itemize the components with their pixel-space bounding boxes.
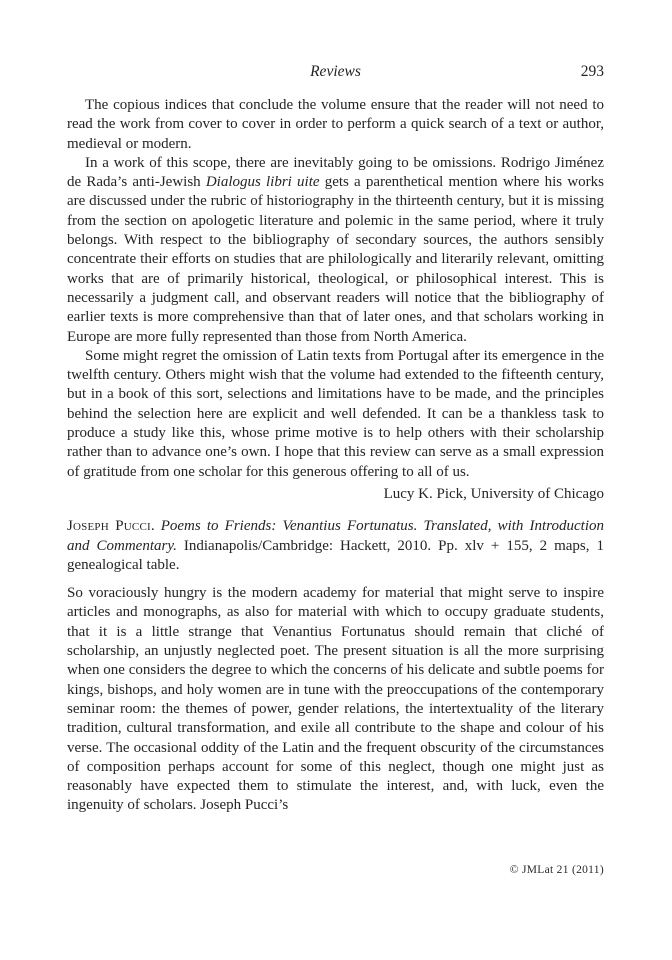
text-column <box>67 62 604 816</box>
citation-imprint: Indianapolis/Cambridge: Hackett, 2010. Pp. xlv + 155, 2 maps, 1 genealogical table. <box>67 537 604 573</box>
work-title-italic: Dialogus libri uite <box>205 174 320 191</box>
review-author-smallcaps: Joseph Pucci <box>67 518 151 535</box>
review-1-paragraph-3: Some might regret the omission of Latin texts from Portugal after its emergence in the twelfth century. Others might wish that the volume had extended to the fifteenth century, but in a book of this sort, selections and limitations have to be made, and the principles behind the selection here are explicit and well defended. It can be a thankless task to produce a study like this, whose prime motive is to help others with their scholarship rather than to advance one’s own. I hope that this review can serve as a small expression of gratitude from one scholar for this generous offering to all of us. <box>67 347 604 480</box>
review-2-body: So voraciously hungry is the modern academy for material that might serve to inspire articles and monographs, as also for material with which to occupy graduate students, that it is a little strange that Venantius Fortunatus should remain that cliché of scholarship, an unjustly neglected poet. The present situation is all the more surprising when one considers the degree to which the concerns of his delicate and subtle poems for kings, bishops, and holy women are in tune with the preoccupations of the contemporary seminar room: the themes of power, gender relations, the intertextuality of the literary tradition, cultural transformation, and exile all contribute to the shape and colour of his verse. The occasional oddity of the Latin and the frequent obscurity of the circumstances of composition perhaps account for some of this neglect, though one might just as reasonably have expected them to stimulate the interest, and, with luck, even the ingenuity of scholars. Joseph Pucci’s <box>67 585 604 814</box>
review-1-paragraph-1: The copious indices that conclude the volume ensure that the reader will not need to read the work from cover to cover in order to perform a quick search of a text or author, medieval or modern. <box>67 97 604 152</box>
reviewer-signature: Lucy K. Pick, University of Chicago <box>383 485 604 502</box>
citation-separator: . <box>150 518 161 535</box>
review-2-citation <box>67 517 604 575</box>
journal-copyright-line: © JMLat 21 (2011) <box>509 864 604 876</box>
text-run: In a work of this scope, there are inevitably going to be omissions. Rodrigo Jiménez de Rada’s anti-Jewish <box>67 154 604 191</box>
review-2 <box>67 517 604 815</box>
page-header <box>67 62 604 82</box>
review-1 <box>67 96 604 816</box>
review-1-paragraph-2 <box>67 154 604 347</box>
page-number: 293 <box>580 63 604 80</box>
running-title: Reviews <box>310 63 361 80</box>
reviewed-work-title: Poems to Friends: Venantius Fortunatus. Translated, with Introduction and Commentary. <box>67 518 604 554</box>
text-run: gets a parenthetical mention where his works are discussed under the rubric of historiography in the thirteenth century, but it is missing from the section on apologetic literature and polemic in the same period, where it truly belongs. With respect to the bibliography of secondary sources, the authors sensibly concentrate their efforts on studies that are philologically and literarily relevant, omitting works that are of primarily historical, theological, or philosophical interest. This is necessarily a judgment call, and observant readers will notice that the bibliography of earlier texts is more comprehensive than that of later ones, and that scholars working in Europe are more fully represented than those from North America. <box>67 174 604 345</box>
